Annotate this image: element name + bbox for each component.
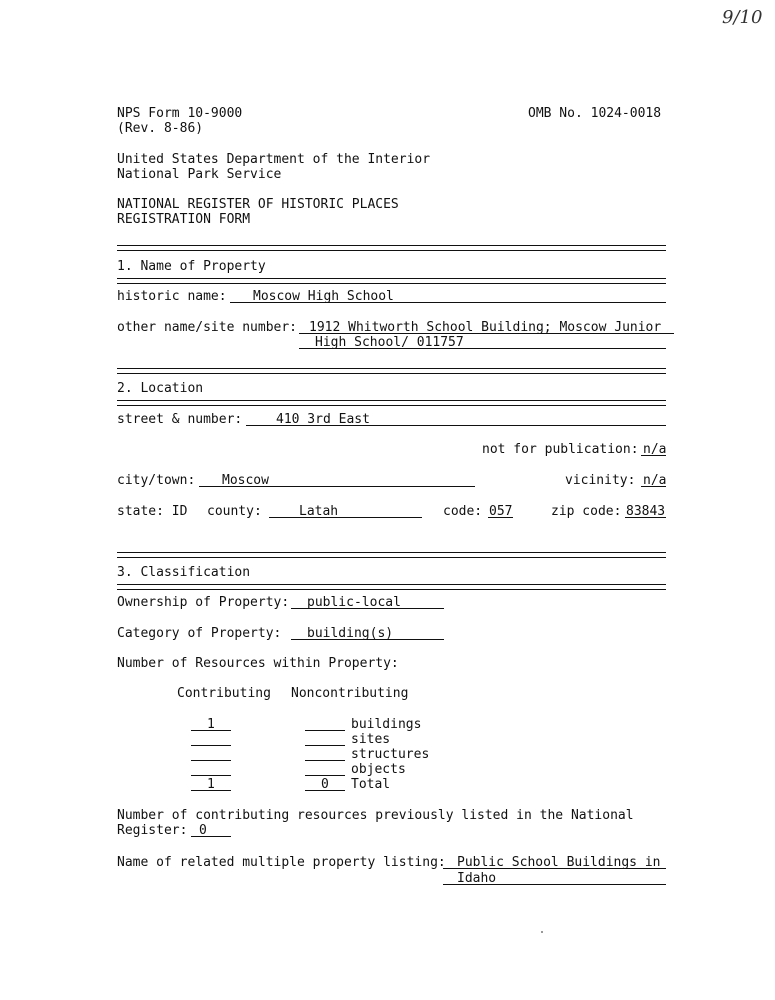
form-revision: (Rev. 8-86): [117, 121, 204, 136]
previously-listed-label: Number of contributing resources previously listed in the National: [117, 808, 634, 823]
noncontributing-blank: [305, 730, 345, 731]
form-title: NATIONAL REGISTER OF HISTORIC PLACES: [117, 197, 399, 212]
section-rule: [117, 584, 666, 590]
register-value: 0: [199, 823, 207, 838]
section-heading-classification: 3. Classification: [117, 565, 251, 580]
other-name-value-line2: High School/ 011757: [315, 335, 464, 350]
vicinity-value: n/a: [643, 473, 667, 488]
noncontributing-blank: [305, 760, 345, 761]
section-rule: [117, 368, 666, 374]
resource-label-buildings: buildings: [351, 717, 422, 732]
section-rule: [117, 245, 666, 251]
resource-label-structures: structures: [351, 747, 430, 762]
section-heading-name: 1. Name of Property: [117, 259, 266, 274]
noncontributing-total-value: 0: [321, 777, 329, 792]
multiple-property-label: Name of related multiple property listing:: [117, 855, 446, 870]
vicinity-label: vicinity:: [565, 473, 636, 488]
historic-name-value: Moscow High School: [253, 289, 394, 304]
county-value: Latah: [299, 504, 339, 519]
contributing-total-value: 1: [207, 777, 215, 792]
other-name-label: other name/site number:: [117, 320, 298, 335]
contributing-blank: [191, 775, 231, 776]
column-header-noncontributing: Noncontributing: [291, 686, 409, 701]
category-label: Category of Property:: [117, 626, 282, 641]
ownership-value: public-local: [307, 595, 401, 610]
ownership-label: Ownership of Property:: [117, 595, 290, 610]
city-label: city/town:: [117, 473, 196, 488]
section-rule: [117, 400, 666, 406]
department: United States Department of the Interior: [117, 152, 431, 167]
register-underline: [191, 836, 231, 837]
column-header-contributing: Contributing: [177, 686, 271, 701]
zip-label: zip code:: [551, 504, 622, 519]
multiple-property-value-line2: Idaho: [457, 871, 497, 886]
resources-label: Number of Resources within Property:: [117, 656, 399, 671]
resource-label-total: Total: [351, 777, 391, 792]
code-value: 057: [489, 504, 513, 519]
city-value: Moscow: [222, 473, 269, 488]
other-name-value-line1: 1912 Whitworth School Building; Moscow Junior: [309, 320, 662, 335]
not-for-publication-value: n/a: [643, 442, 667, 457]
contributing-blank: [191, 760, 231, 761]
zip-value: 83843: [626, 504, 666, 519]
not-for-publication-label: not for publication:: [482, 442, 639, 457]
omb-number: OMB No. 1024-0018: [528, 106, 662, 121]
noncontributing-blank: [305, 745, 345, 746]
section-heading-location: 2. Location: [117, 381, 204, 396]
section-rule: [117, 278, 666, 284]
state-label: state: ID: [117, 504, 188, 519]
street-label: street & number:: [117, 412, 243, 427]
corner-handwritten-mark: 9/10: [722, 7, 763, 28]
resource-label-objects: objects: [351, 762, 406, 777]
form-subtitle: REGISTRATION FORM: [117, 212, 251, 227]
category-value: building(s): [307, 626, 394, 641]
multiple-property-value-line1: Public School Buildings in: [457, 855, 661, 870]
section-rule: [117, 552, 666, 558]
contributing-buildings-value: 1: [207, 717, 215, 732]
code-label: code:: [443, 504, 483, 519]
historic-name-label: historic name:: [117, 289, 227, 304]
street-value: 410 3rd East: [276, 412, 370, 427]
scan-speck: [541, 931, 543, 933]
contributing-blank: [191, 745, 231, 746]
register-label: Register:: [117, 823, 188, 838]
county-underline: [269, 517, 422, 518]
form-number: NPS Form 10-9000: [117, 106, 243, 121]
noncontributing-blank: [305, 775, 345, 776]
agency: National Park Service: [117, 167, 282, 182]
county-label: county:: [207, 504, 262, 519]
resource-label-sites: sites: [351, 732, 391, 747]
